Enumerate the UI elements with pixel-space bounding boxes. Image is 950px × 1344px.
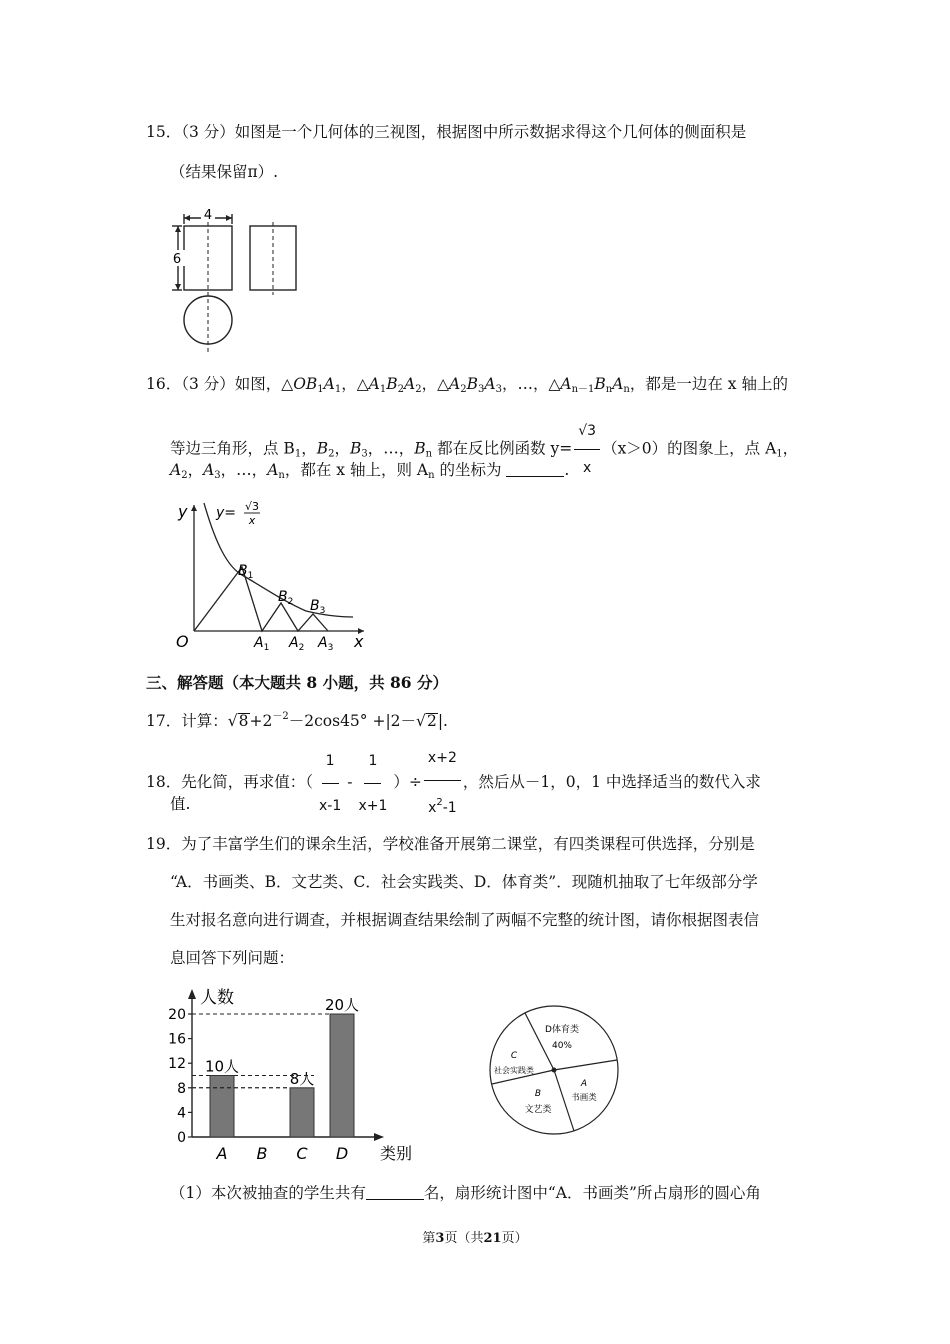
q18-line2: 值.	[170, 795, 191, 813]
q19-line1: 19．为了丰富学生们的课余生活，学校准备开展第二课堂，有四类课程可供选择，分别是	[146, 835, 755, 853]
bar-value-label-D: 20人	[324, 996, 360, 1014]
q19-line2: “A．书画类、B．文艺类、C．社会实践类、D．体育类”．现随机抽取了七年级部分学	[170, 873, 758, 891]
bar-ytick-label-20: 20	[168, 1007, 186, 1023]
bar-category-B: B	[256, 1144, 268, 1163]
q16-inverse-function-figure	[168, 497, 368, 657]
pie-d-name: D体育类	[545, 1025, 579, 1035]
q16-curve-num: √3	[244, 500, 260, 513]
pie-b-letter: B	[534, 1089, 542, 1099]
bar-ytick-label-8: 8	[177, 1080, 186, 1097]
q16-x-axis-label: x	[354, 632, 364, 651]
q16-curve-label: y=	[216, 505, 237, 521]
pie-a-letter: A	[580, 1079, 588, 1089]
bar-A	[210, 1076, 234, 1138]
q19-line4: 息回答下列问题：	[170, 949, 295, 967]
pie-b-name: 文艺类	[524, 1105, 552, 1115]
bar-category-A: A	[216, 1144, 228, 1163]
q15-height-label: 6	[172, 252, 182, 267]
q16-line2: 等边三角形，点 $B_1$，$B_2$，$B_3$，…，$B_n$ 都在反比例函数 y= $\frac{√3}{x}$ （x＞0）的图象上，点 $A_1$，	[170, 415, 798, 484]
q16-a3-label: $A_3$	[318, 635, 334, 653]
bar-ytick-label-12: 12	[168, 1056, 186, 1073]
bar-category-D: D	[335, 1144, 349, 1163]
q19-sub1: （1）本次被抽查的学生共有 名，扇形统计图中“A．书画类”所占扇形的圆心角	[170, 1184, 761, 1202]
pie-d-percent: 40%	[551, 1041, 573, 1051]
q15-line1: 15．（3 分）如图是一个几何体的三视图，根据图中所示数据求得这个几何体的侧面积是	[146, 123, 747, 141]
q18-line1: 18．先化简，再求值：（ $\frac{1}{x-1}$ - $\frac{1}{x+1}$ ）÷ $\frac{x+2}{x^2-1}$ ，然后从－1，0，1 中选择适当的数代入求	[146, 738, 761, 828]
q16-b2-label: $B_2$	[278, 589, 294, 607]
pie-c-letter: C	[510, 1051, 518, 1061]
q16-b3-label: $B_3$	[310, 598, 326, 616]
q16-y-axis-label: y	[178, 502, 188, 521]
bar-ytick-label-4: 4	[177, 1105, 186, 1122]
q17-line: 17．计算：$√8+2^{-2}-2\cos 45^\circ +|2-√2|$.	[146, 711, 448, 730]
section-3-heading: 三、解答题（本大题共 8 小题，共 86 分）	[146, 673, 448, 692]
bar-ytick-label-0: 0	[177, 1130, 186, 1146]
pie-c-name: 社会实践类	[494, 1066, 534, 1075]
bar-value-label-C: 8人	[289, 1069, 315, 1088]
q16-a2-label: $A_2$	[289, 635, 305, 653]
q16-line3: $A_2$，$A_3$，…，$A_n$，都在 x 轴上，则 $A_n$ 的坐标为 .	[170, 461, 570, 481]
bar-ytick-label-16: 16	[168, 1031, 186, 1048]
q19-pie-chart	[480, 1000, 640, 1140]
bar-D	[330, 1014, 354, 1137]
q16-curve-den: x	[248, 514, 256, 527]
q15-width-label: 4	[203, 208, 213, 223]
pie-center	[552, 1068, 557, 1073]
q15-line2: （结果保留π）.	[170, 163, 279, 181]
bar-C	[290, 1088, 314, 1137]
page-footer: 第3页（共21页）	[422, 1231, 528, 1246]
bar-value-label-A: 10人	[204, 1057, 240, 1076]
bar-chart-xlabel: 类别	[380, 1144, 413, 1163]
bar-chart-ylabel: 人数	[200, 988, 234, 1008]
q16-origin-label: O	[176, 632, 189, 651]
q19-bar-chart	[160, 985, 430, 1165]
q16-a1-label: $A_1$	[254, 635, 270, 653]
bar-category-C: C	[296, 1144, 308, 1163]
q15-three-view-figure	[160, 200, 310, 355]
q16-b1-label: $B_1$	[238, 563, 254, 581]
q19-line3: 生对报名意向进行调查，并根据调查结果绘制了两幅不完整的统计图，请你根据图表信	[170, 911, 760, 929]
pie-a-name: 书画类	[571, 1093, 597, 1103]
q16-line1: 16．（3 分）如图，$\triangle OB_1A_1$，$\triangle A_1B_2A_2$，$\triangle A_2B_3A_3$，…，$\triangle A_{n-1}B_nA_n$，都是一边在 x 轴上的	[146, 375, 788, 395]
